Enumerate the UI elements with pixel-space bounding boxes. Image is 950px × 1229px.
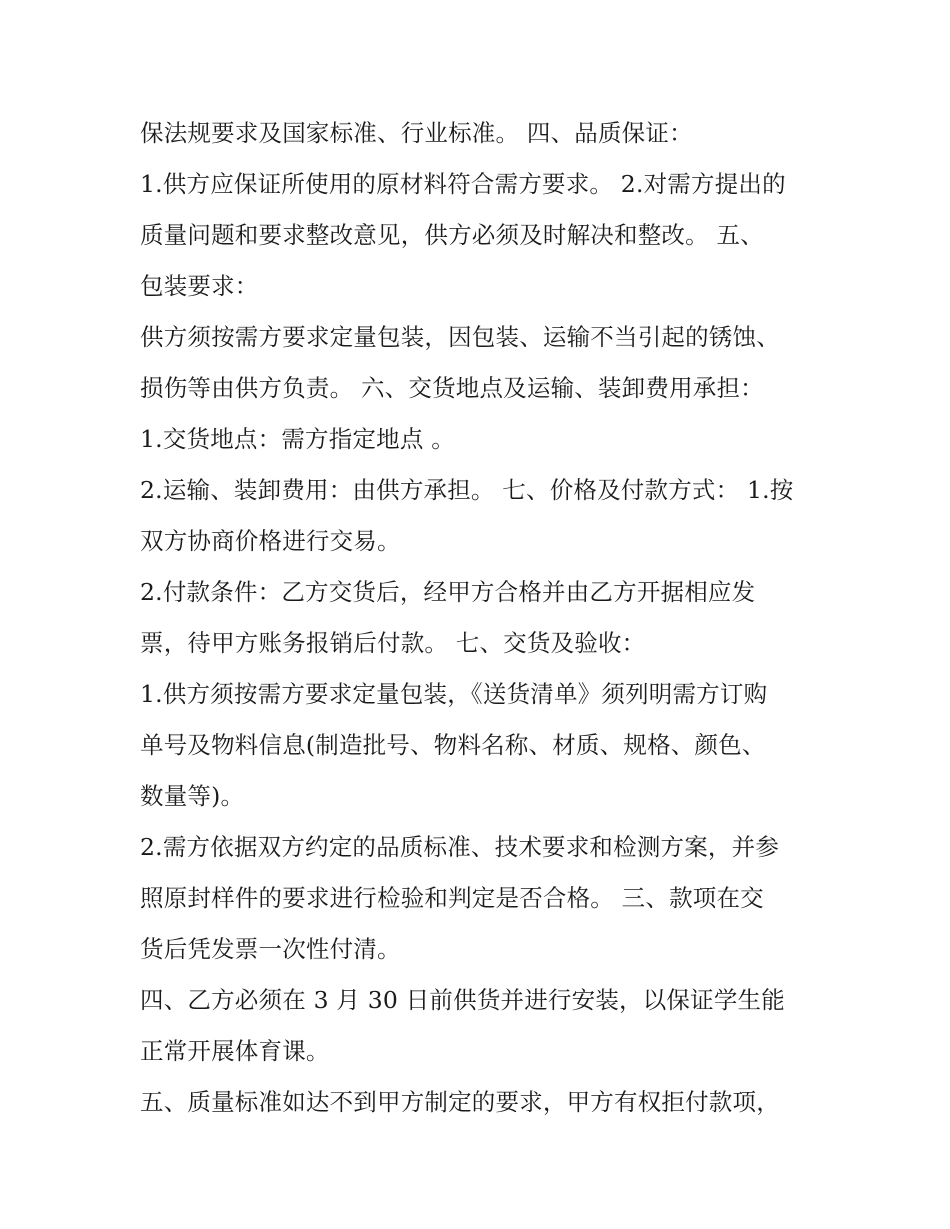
text-line: 包装要求：: [140, 272, 259, 300]
text-line: 双方协商价格进行交易。: [140, 527, 401, 555]
text-line: 2.运输、装卸费用：由供方承担。 七、价格及付款方式： 1.按: [140, 476, 794, 504]
text-line: 单号及物料信息(制造批号、物料名称、材质、规格、颜色、: [140, 731, 766, 759]
text-line: 1.供方应保证所使用的原材料符合需方要求。 2.对需方提出的: [140, 170, 786, 198]
text-line: 票，待甲方账务报销后付款。 七、交货及验收：: [140, 629, 646, 657]
text-line: 四、乙方必须在 3 月 30 日前供货并进行安装，以保证学生能: [140, 986, 785, 1014]
text-line: 五、质量标准如达不到甲方制定的要求，甲方有权拒付款项，: [140, 1088, 780, 1116]
document-body: [140, 108, 820, 1128]
text-line: 数量等)。: [140, 782, 245, 810]
text-line: 1.交货地点：需方指定地点 。: [140, 425, 455, 453]
text-line: 供方须按需方要求定量包装，因包装、运输不当引起的锈蚀、: [140, 323, 780, 351]
text-line: 2.付款条件：乙方交货后，经甲方合格并由乙方开据相应发: [140, 578, 756, 606]
text-line: 1.供方须按需方要求定量包装，《送货清单》须列明需方订购: [140, 680, 768, 708]
text-line: 2.需方依据双方约定的品质标准、技术要求和检测方案，并参: [140, 833, 780, 861]
text-line: 损伤等由供方负责。 六、交货地点及运输、装卸费用承担：: [140, 374, 764, 402]
text-line: 保法规要求及国家标准、行业标准。 四、品质保证：: [140, 119, 693, 147]
text-line: 货后凭发票一次性付清。: [140, 935, 401, 963]
text-line: 质量问题和要求整改意见，供方必须及时解决和整改。 五、: [140, 221, 764, 249]
text-line: 照原封样件的要求进行检验和判定是否合格。 三、款项在交: [140, 884, 764, 912]
text-line: 正常开展体育课。: [140, 1037, 330, 1065]
